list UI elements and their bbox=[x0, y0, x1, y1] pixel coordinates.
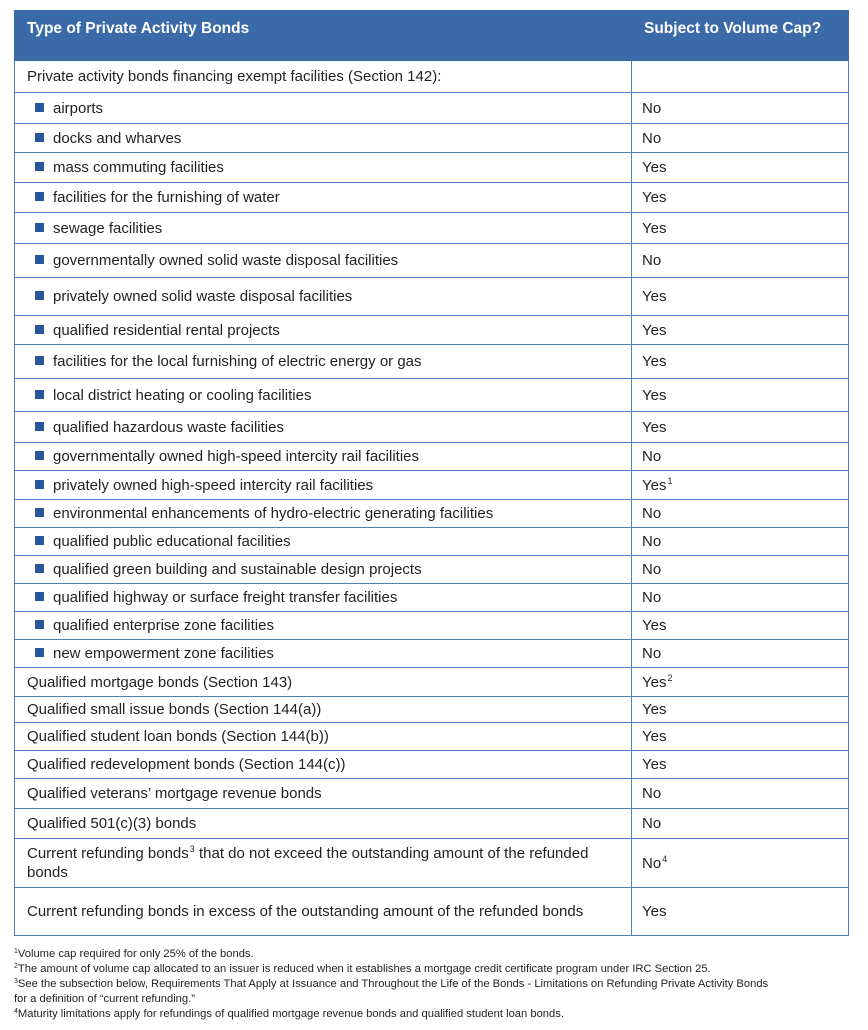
bond-type-cell bbox=[15, 528, 632, 556]
volume-cap-cell bbox=[632, 584, 849, 612]
bond-type-cell bbox=[15, 584, 632, 612]
square-bullet-icon bbox=[35, 192, 44, 201]
bond-type-cell bbox=[15, 278, 632, 316]
volume-cap-value: No bbox=[642, 533, 662, 550]
bond-type-label: governmentally owned high-speed intercity rail facilities bbox=[53, 448, 420, 465]
square-bullet-icon bbox=[35, 103, 44, 112]
volume-cap-cell bbox=[632, 124, 849, 153]
square-bullet-icon bbox=[35, 536, 44, 545]
square-bullet-icon bbox=[35, 564, 44, 573]
bond-type-cell bbox=[15, 723, 632, 751]
footnote-text: Maturity limitations apply for refundings of qualified mortgage revenue bonds and qualified student loan bonds. bbox=[17, 1008, 564, 1020]
volume-cap-value: No bbox=[642, 785, 662, 802]
bond-type-label: Current refunding bonds in excess of the outstanding amount of the refunded bonds bbox=[27, 903, 584, 920]
table-row bbox=[15, 612, 849, 640]
square-bullet-icon bbox=[35, 223, 44, 232]
volume-cap-value: No bbox=[642, 589, 662, 606]
bond-type-label: governmentally owned solid waste disposal facilities bbox=[53, 252, 399, 269]
bond-type-label: environmental enhancements of hydro-electric generating facilities bbox=[53, 505, 494, 522]
volume-cap-value: Yes bbox=[642, 701, 667, 718]
bond-type-cell bbox=[15, 213, 632, 244]
volume-cap-value: Yes bbox=[642, 353, 667, 370]
bond-type-label: Qualified mortgage bonds (Section 143) bbox=[27, 673, 293, 691]
bond-type-cell bbox=[15, 640, 632, 668]
bond-type-cell bbox=[15, 153, 632, 183]
bond-type-label: Qualified small issue bonds (Section 144(a)) bbox=[27, 701, 322, 718]
bond-type-label: privately owned solid waste disposal facilities bbox=[53, 288, 353, 305]
table-row bbox=[15, 751, 849, 779]
footnote-text: The amount of volume cap allocated to an issuer is reduced when it establishes a mortgage credit certificate program under IRC Section 25. bbox=[17, 963, 711, 975]
volume-cap-cell bbox=[632, 183, 849, 213]
table-row bbox=[15, 345, 849, 379]
footnote bbox=[14, 962, 868, 977]
bond-type-cell bbox=[15, 612, 632, 640]
bond-type-label: Qualified veterans’ mortgage revenue bonds bbox=[27, 785, 322, 802]
bond-type-label: qualified public educational facilities bbox=[53, 533, 291, 550]
footnote-mark: 4 bbox=[14, 1008, 18, 1015]
table-row bbox=[15, 888, 849, 936]
header-volume-cap: Subject to Volume Cap? bbox=[632, 11, 849, 61]
table-row bbox=[15, 839, 849, 888]
table-row bbox=[15, 723, 849, 751]
square-bullet-icon bbox=[35, 480, 44, 489]
bond-type-cell bbox=[15, 379, 632, 412]
bond-type-label-continued: that do not exceed the outstanding amount of the refunded bonds bbox=[27, 845, 589, 881]
volume-cap-value: No bbox=[642, 129, 662, 147]
bond-type-label: Qualified redevelopment bonds (Section 144(c)) bbox=[27, 756, 346, 773]
table-row bbox=[15, 500, 849, 528]
volume-cap-cell bbox=[632, 278, 849, 316]
volume-cap-cell bbox=[632, 751, 849, 779]
table-row bbox=[15, 528, 849, 556]
volume-cap-cell bbox=[632, 316, 849, 345]
volume-cap-cell bbox=[632, 93, 849, 124]
volume-cap-cell bbox=[632, 500, 849, 528]
footnote-text: See the subsection below, Requirements That Apply at Issuance and Throughout the Life of the Bonds - Limitations on Refunding Private Activity Bonds bbox=[17, 978, 769, 990]
bond-type-cell bbox=[15, 244, 632, 278]
volume-cap-value: No bbox=[642, 252, 662, 269]
volume-cap-cell bbox=[632, 213, 849, 244]
table-row bbox=[15, 379, 849, 412]
volume-cap-cell bbox=[632, 412, 849, 443]
bond-type-label: qualified residential rental projects bbox=[53, 321, 280, 339]
footnote bbox=[14, 992, 868, 1007]
square-bullet-icon bbox=[35, 291, 44, 300]
bond-type-cell bbox=[15, 93, 632, 124]
bond-type-cell bbox=[15, 809, 632, 839]
table-row bbox=[15, 213, 849, 244]
volume-cap-value: No bbox=[642, 505, 662, 522]
footnote-mark: 2 bbox=[14, 963, 18, 970]
footnote-ref: 3 bbox=[189, 844, 195, 854]
bond-type-label: new empowerment zone facilities bbox=[53, 645, 274, 662]
footnote-ref: 4 bbox=[662, 853, 668, 864]
volume-cap-value: No bbox=[642, 448, 662, 465]
footnote bbox=[14, 947, 868, 962]
bond-type-label: Private activity bonds financing exempt facilities (Section 142): bbox=[27, 68, 442, 85]
bond-type-label: qualified highway or surface freight transfer facilities bbox=[53, 589, 398, 606]
table-row bbox=[15, 61, 849, 93]
bond-type-label: docks and wharves bbox=[53, 129, 182, 147]
square-bullet-icon bbox=[35, 390, 44, 399]
bond-type-label: sewage facilities bbox=[53, 219, 163, 237]
header-bond-type: Type of Private Activity Bonds bbox=[15, 11, 632, 61]
volume-cap-value: Yes bbox=[642, 189, 667, 206]
table-body bbox=[15, 61, 849, 936]
bond-type-label: mass commuting facilities bbox=[53, 159, 224, 176]
square-bullet-icon bbox=[35, 508, 44, 517]
volume-cap-cell bbox=[632, 612, 849, 640]
footnote-text: Volume cap required for only 25% of the bonds. bbox=[17, 948, 254, 960]
private-activity-bonds-table bbox=[14, 10, 849, 936]
square-bullet-icon bbox=[35, 451, 44, 460]
square-bullet-icon bbox=[35, 422, 44, 431]
bond-type-label: privately owned high-speed intercity rail facilities bbox=[53, 476, 374, 494]
bond-type-label: qualified enterprise zone facilities bbox=[53, 617, 274, 634]
bond-type-cell bbox=[15, 839, 632, 888]
bond-type-cell bbox=[15, 556, 632, 584]
volume-cap-value: Yes bbox=[642, 728, 667, 745]
bond-type-cell bbox=[15, 779, 632, 809]
table-row bbox=[15, 668, 849, 697]
volume-cap-cell bbox=[632, 640, 849, 668]
volume-cap-cell bbox=[632, 379, 849, 412]
volume-cap-cell bbox=[632, 443, 849, 471]
volume-cap-value: Yes bbox=[642, 903, 667, 920]
square-bullet-icon bbox=[35, 620, 44, 629]
bond-type-cell bbox=[15, 61, 632, 93]
volume-cap-value: Yes bbox=[642, 288, 667, 305]
bond-type-cell bbox=[15, 443, 632, 471]
table-row bbox=[15, 183, 849, 213]
footnote-ref: 1 bbox=[667, 475, 673, 486]
square-bullet-icon bbox=[35, 356, 44, 365]
table-row bbox=[15, 697, 849, 723]
square-bullet-icon bbox=[35, 133, 44, 142]
table-row bbox=[15, 153, 849, 183]
bond-type-cell bbox=[15, 124, 632, 153]
volume-cap-cell bbox=[632, 779, 849, 809]
volume-cap-cell bbox=[632, 61, 849, 93]
bond-type-label: Qualified student loan bonds (Section 144(b)) bbox=[27, 728, 329, 745]
volume-cap-cell bbox=[632, 888, 849, 936]
square-bullet-icon bbox=[35, 255, 44, 264]
bond-type-cell bbox=[15, 412, 632, 443]
volume-cap-value: Yes bbox=[642, 673, 667, 691]
table-row bbox=[15, 244, 849, 278]
bond-type-label: facilities for the local furnishing of electric energy or gas bbox=[53, 353, 422, 370]
volume-cap-cell bbox=[632, 244, 849, 278]
table-row bbox=[15, 124, 849, 153]
volume-cap-cell bbox=[632, 153, 849, 183]
volume-cap-cell bbox=[632, 668, 849, 697]
footnote-text: for a definition of “current refunding.” bbox=[14, 993, 195, 1005]
volume-cap-cell bbox=[632, 528, 849, 556]
volume-cap-value: Yes bbox=[642, 386, 667, 404]
bond-type-cell bbox=[15, 500, 632, 528]
bond-type-cell bbox=[15, 751, 632, 779]
square-bullet-icon bbox=[35, 325, 44, 334]
volume-cap-cell bbox=[632, 839, 849, 888]
volume-cap-cell bbox=[632, 697, 849, 723]
volume-cap-value: Yes bbox=[642, 617, 667, 634]
volume-cap-value: Yes bbox=[642, 476, 667, 494]
bond-type-label: facilities for the furnishing of water bbox=[53, 189, 280, 206]
square-bullet-icon bbox=[35, 648, 44, 657]
bond-type-label: Current refunding bonds bbox=[27, 845, 189, 862]
table-row bbox=[15, 556, 849, 584]
footnote-ref: 2 bbox=[667, 672, 673, 683]
square-bullet-icon bbox=[35, 592, 44, 601]
volume-cap-value: No bbox=[642, 99, 662, 117]
bond-type-cell bbox=[15, 345, 632, 379]
volume-cap-cell bbox=[632, 723, 849, 751]
square-bullet-icon bbox=[35, 162, 44, 171]
bond-type-cell bbox=[15, 697, 632, 723]
footnote bbox=[14, 1007, 868, 1022]
volume-cap-cell bbox=[632, 345, 849, 379]
table-header-row bbox=[15, 11, 849, 61]
volume-cap-value: No bbox=[642, 854, 662, 872]
footnote-mark: 3 bbox=[14, 978, 18, 985]
table-row bbox=[15, 93, 849, 124]
volume-cap-value: No bbox=[642, 645, 662, 662]
bond-type-label: qualified hazardous waste facilities bbox=[53, 418, 284, 436]
footnote-mark: 1 bbox=[14, 948, 18, 955]
volume-cap-value: Yes bbox=[642, 159, 667, 176]
bond-type-cell bbox=[15, 316, 632, 345]
volume-cap-cell bbox=[632, 471, 849, 500]
volume-cap-cell bbox=[632, 556, 849, 584]
table-row bbox=[15, 640, 849, 668]
bond-type-cell bbox=[15, 183, 632, 213]
bond-type-label: airports bbox=[53, 99, 104, 117]
volume-cap-value: Yes bbox=[642, 756, 667, 773]
bond-type-cell bbox=[15, 888, 632, 936]
bond-type-label: Qualified 501(c)(3) bonds bbox=[27, 815, 197, 832]
table-row bbox=[15, 779, 849, 809]
bond-type-cell bbox=[15, 668, 632, 697]
volume-cap-value: No bbox=[642, 815, 662, 832]
table-row bbox=[15, 584, 849, 612]
volume-cap-value: Yes bbox=[642, 321, 667, 339]
volume-cap-value: Yes bbox=[642, 418, 667, 436]
table-row bbox=[15, 316, 849, 345]
bond-type-cell bbox=[15, 471, 632, 500]
volume-cap-value: No bbox=[642, 561, 662, 578]
bond-type-label: qualified green building and sustainable design projects bbox=[53, 561, 422, 578]
table-row bbox=[15, 443, 849, 471]
table-row bbox=[15, 809, 849, 839]
bond-type-label: local district heating or cooling facilities bbox=[53, 386, 312, 404]
table-row bbox=[15, 278, 849, 316]
volume-cap-cell bbox=[632, 809, 849, 839]
volume-cap-value: Yes bbox=[642, 219, 667, 237]
table-row bbox=[15, 412, 849, 443]
table-row bbox=[15, 471, 849, 500]
footnotes bbox=[14, 947, 868, 1022]
bond-table-container bbox=[14, 10, 848, 936]
footnote bbox=[14, 977, 868, 992]
